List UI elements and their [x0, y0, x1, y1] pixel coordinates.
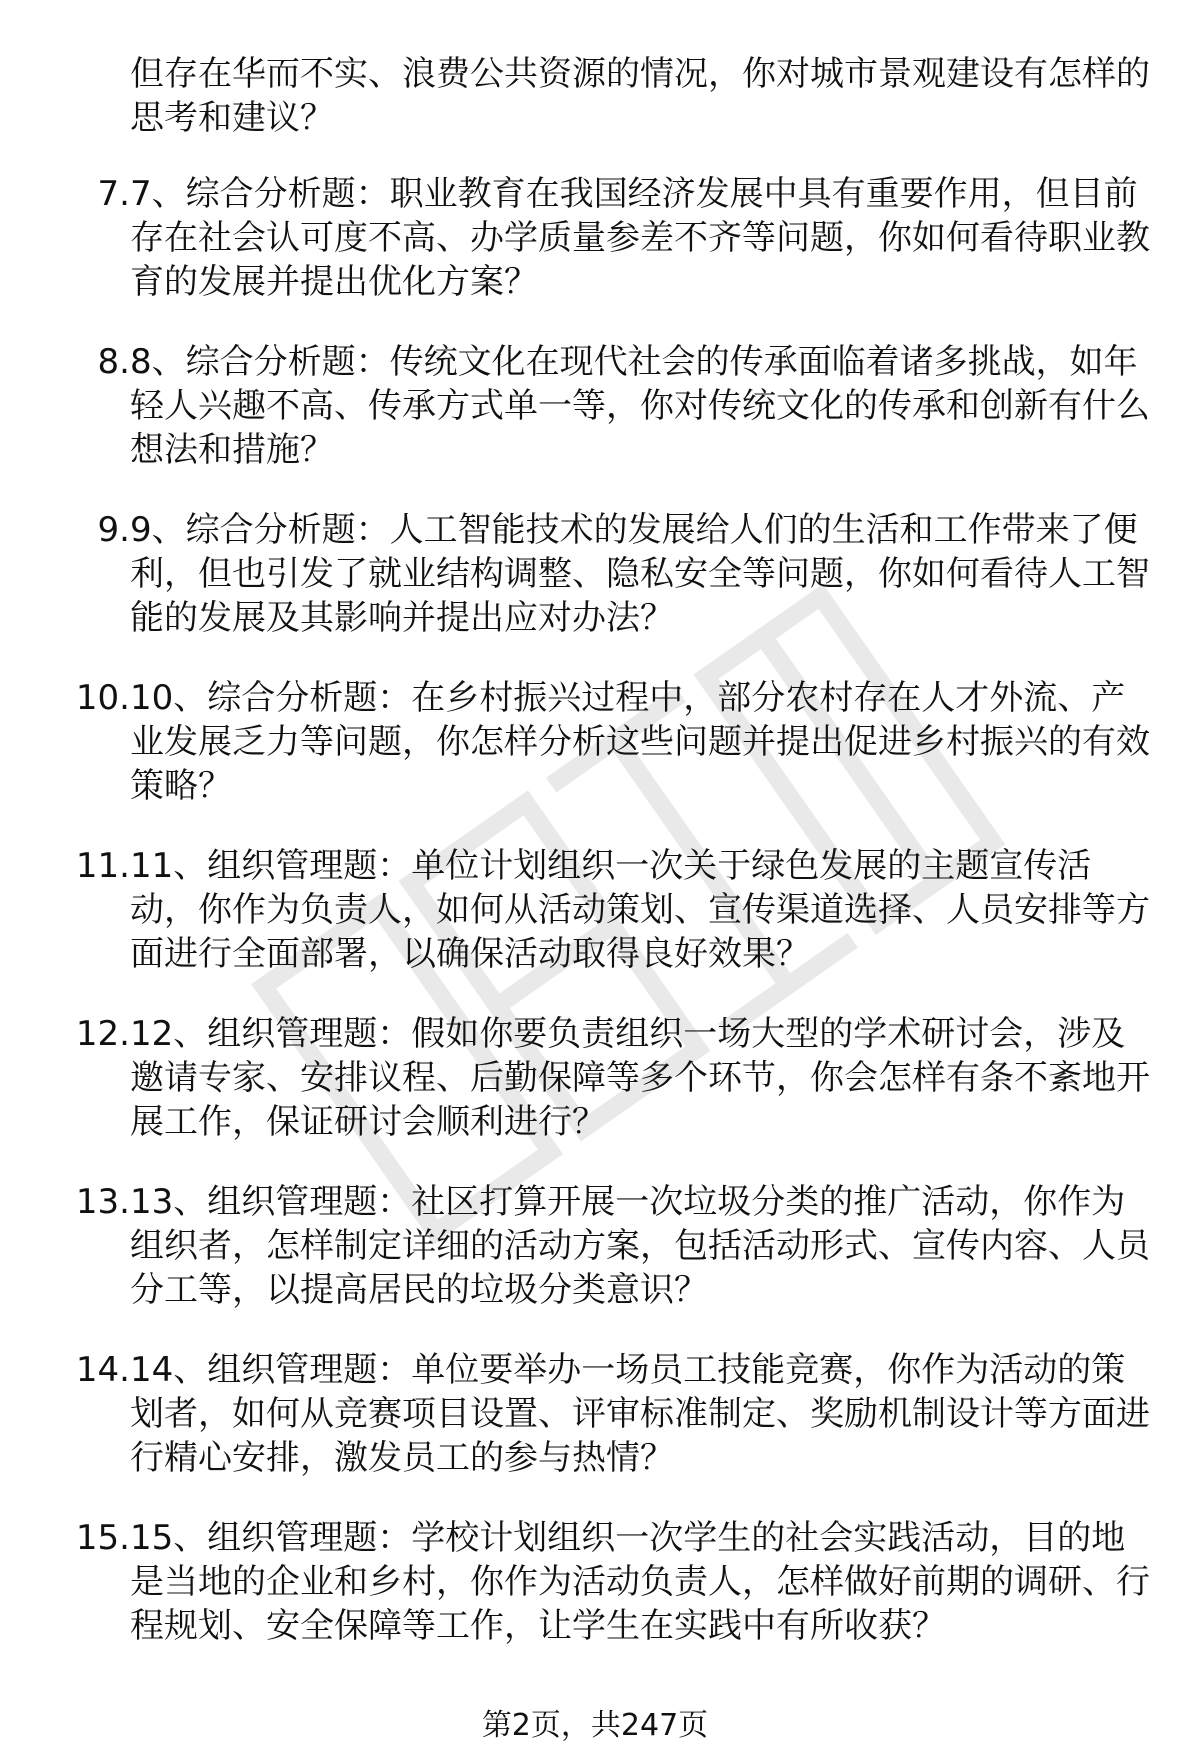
continuation-paragraph: 但存在华而不实、浪费公共资源的情况，你对城市景观建设有怎样的思考和建议？ [130, 54, 1150, 138]
question-number: 12. [75, 1014, 130, 1054]
page-footer: 第2页，共247页 [481, 1708, 709, 1743]
question-text: 7、综合分析题：职业教育在我国经济发展中具有重要作用，但目前存在社会认可度不高、办学质量参差不齐等问题，你如何看待职业教育的发展并提出优化方案？ [130, 174, 1150, 302]
question-text: 10、综合分析题：在乡村振兴过程中，部分农村存在人才外流、产业发展乏力等问题，你怎样分析这些问题并提出促进乡村振兴的有效策略？ [130, 678, 1150, 806]
question-text: 9、综合分析题：人工智能技术的发展给人们的生活和工作带来了便利，但也引发了就业结构调整、隐私安全等问题，你如何看待人工智能的发展及其影响并提出应对办法？ [130, 510, 1150, 638]
question-number: 7. [97, 174, 130, 214]
list-item [0, 1516, 1190, 1684]
question-text: 13、组织管理题：社区打算开展一次垃圾分类的推广活动，你作为组织者，怎样制定详细的活动方案，包括活动形式、宣传内容、人员分工等，以提高居民的垃圾分类意识？ [130, 1182, 1150, 1310]
list-item [0, 340, 1190, 508]
question-number: 14. [75, 1350, 130, 1390]
list-item [0, 1348, 1190, 1516]
question-number: 10. [75, 678, 130, 718]
list-item [0, 1180, 1190, 1348]
question-text: 8、综合分析题：传统文化在现代社会的传承面临着诸多挑战，如年轻人兴趣不高、传承方式单一等，你对传统文化的传承和创新有什么想法和措施？ [130, 342, 1150, 470]
question-number: 15. [75, 1518, 130, 1558]
question-list [0, 172, 1190, 1684]
question-text: 14、组织管理题：单位要举办一场员工技能竞赛，你作为活动的策划者，如何从竞赛项目设置、评审标准制定、奖励机制设计等方面进行精心安排，激发员工的参与热情？ [130, 1350, 1150, 1478]
list-item [0, 844, 1190, 1012]
list-item [0, 508, 1190, 676]
question-text: 15、组织管理题：学校计划组织一次学生的社会实践活动，目的地是当地的企业和乡村，你作为活动负责人，怎样做好前期的调研、行程规划、安全保障等工作，让学生在实践中有所收获？ [130, 1518, 1150, 1646]
question-text: 11、组织管理题：单位计划组织一次关于绿色发展的主题宣传活动，你作为负责人，如何从活动策划、宣传渠道选择、人员安排等方面进行全面部署，以确保活动取得良好效果？ [130, 846, 1150, 974]
question-number: 9. [97, 510, 130, 550]
question-number: 11. [75, 846, 130, 886]
question-text: 12、组织管理题：假如你要负责组织一场大型的学术研讨会，涉及邀请专家、安排议程、后勤保障等多个环节，你会怎样有条不紊地开展工作，保证研讨会顺利进行？ [130, 1014, 1150, 1142]
list-item [0, 676, 1190, 844]
list-item [0, 1012, 1190, 1180]
question-number: 13. [75, 1182, 130, 1222]
list-item [0, 172, 1190, 340]
question-number: 8. [97, 342, 130, 382]
